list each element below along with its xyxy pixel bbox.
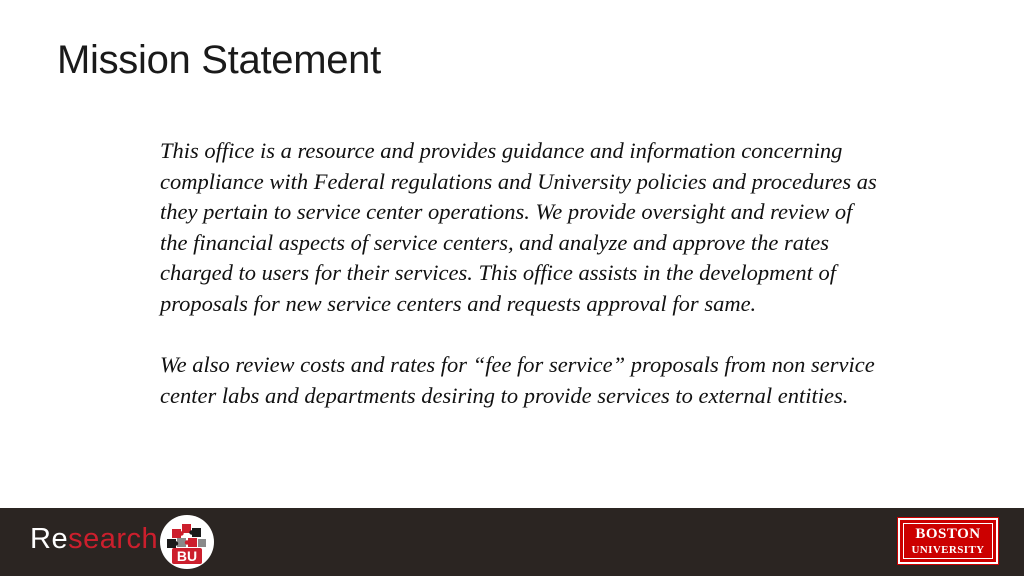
bu-badge-text: BU — [176, 548, 198, 564]
boston-university-logo — [898, 518, 998, 564]
university-logo-line1: BOSTON — [915, 526, 981, 542]
mission-statement-body — [160, 136, 880, 411]
research-suffix: search — [68, 523, 159, 555]
bu-puzzle-logo-icon — [158, 512, 216, 572]
research-wordmark — [30, 523, 158, 556]
university-logo-line2: UNIVERSITY — [911, 544, 985, 556]
mission-paragraph-2: We also review costs and rates for “fee for service” proposals from non service center labs and departments desiring to provide services to external entities. — [160, 352, 875, 408]
research-prefix: Re — [30, 523, 69, 555]
mission-paragraph-1: This office is a resource and provides guidance and information concerning compliance with Federal regulations and University policies and procedures as they pertain to service center operations. We provide oversight and review of the financial aspects of service centers, and analyze and approve the rates charged to users for their services. This office assists in the development of proposals for new service centers and requests approval for same. — [160, 138, 877, 316]
footer-bar — [0, 508, 1024, 576]
slide-title: Mission Statement — [57, 38, 381, 82]
